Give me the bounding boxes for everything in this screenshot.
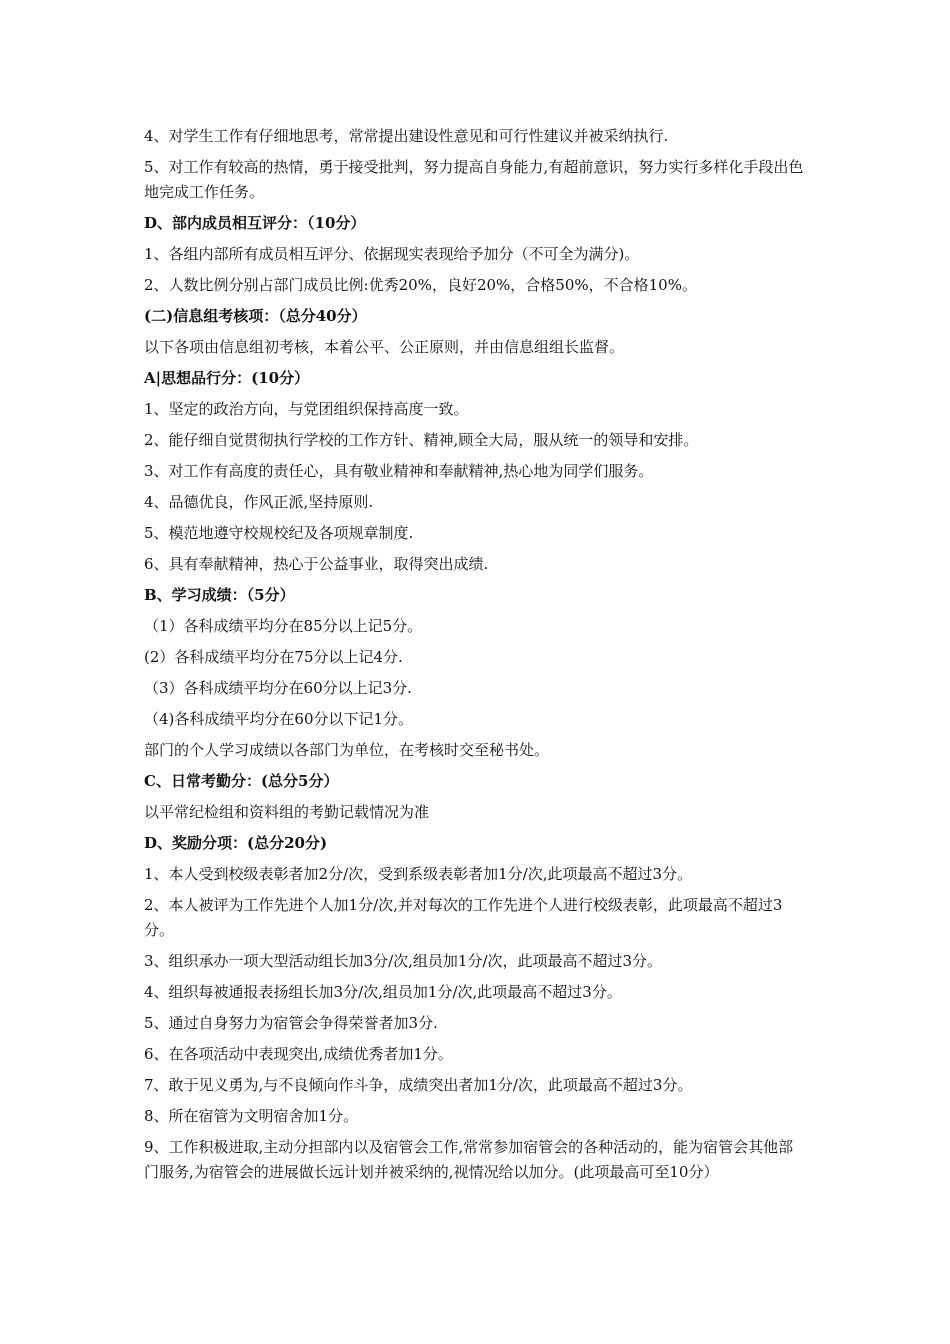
paragraph: 1、各组内部所有成员相互评分、依据现实表现给予加分（不可全为满分)。: [144, 245, 640, 263]
paragraph: 1、坚定的政治方向，与党团组织保持高度一致。: [144, 400, 469, 418]
paragraph: 6、具有奉献精神，热心于公益事业，取得突出成绩.: [144, 555, 489, 573]
paragraph: 2、能仔细自觉贯彻执行学校的工作方针、精神,顾全大局，服从统一的领导和安排。: [144, 431, 699, 449]
paragraph: （4)各科成绩平均分在60分以下记1分。: [144, 710, 414, 728]
paragraph: 7、敢于见义勇为,与不良倾向作斗争，成绩突出者加1分/次，此项最高不超过3分。: [144, 1076, 693, 1094]
section-heading: C、日常考勤分：(总分5分）: [144, 772, 339, 790]
paragraph: 2、人数比例分别占部门成员比例:优秀20%，良好20%，合格50%，不合格10%。: [144, 276, 697, 294]
paragraph: (2）各科成绩平均分在75分以上记4分.: [144, 648, 403, 666]
section-heading: A|思想品行分：(10分）: [144, 369, 310, 387]
paragraph: （1）各科成绩平均分在85分以上记5分。: [144, 617, 423, 635]
paragraph: 4、品德优良，作风正派,坚持原则.: [144, 493, 374, 511]
paragraph: 以平常纪检组和资料组的考勤记载情况为准: [144, 803, 430, 821]
section-heading: B、学习成绩：（5分）: [144, 586, 295, 604]
paragraph: 6、在各项活动中表现突出,成绩优秀者加1分。: [144, 1045, 453, 1063]
paragraph: 5、模范地遵守校规校纪及各项规章制度.: [144, 524, 414, 542]
paragraph: 8、所在宿管为文明宿舍加1分。: [144, 1107, 359, 1125]
paragraph: 3、组织承办一项大型活动组长加3分/次,组员加1分/次，此项最高不超过3分。: [144, 952, 663, 970]
paragraph: 4、对学生工作有仔细地思考，常常提出建设性意见和可行性建议并被采纳执行.: [144, 127, 669, 145]
paragraph: 以下各项由信息组初考核，本着公平、公正原则，并由信息组组长监督。: [144, 338, 625, 356]
paragraph: （3）各科成绩平均分在60分以上记3分.: [144, 679, 412, 697]
paragraph: 5、通过自身努力为宿管会争得荣誉者加3分.: [144, 1014, 438, 1032]
paragraph: 9、工作积极进取,主动分担部内以及宿管会工作,常常参加宿管会的各种活动的，能为宿管会其他部门服务,为宿管会的进展做长远计划并被采纳的,视情况给以加分。(此项最高可至10分）: [144, 1138, 794, 1181]
paragraph: 部门的个人学习成绩以各部门为单位，在考核时交至秘书处。: [144, 741, 550, 759]
section-heading: D、部内成员相互评分：（10分）: [144, 214, 366, 232]
paragraph: 2、本人被评为工作先进个人加1分/次,并对每次的工作先进个人进行校级表彰，此项最高不超过3分。: [144, 896, 783, 939]
paragraph: 1、本人受到校级表彰者加2分/次，受到系级表彰者加1分/次,此项最高不超过3分。: [144, 865, 693, 883]
document-body: [144, 124, 808, 1191]
paragraph: 5、对工作有较高的热情，勇于接受批判，努力提高自身能力,有超前意识，努力实行多样化手段出色地完成工作任务。: [144, 158, 804, 201]
section-heading: D、奖励分项：(总分20分): [144, 834, 328, 852]
section-heading: (二)信息组考核项：（总分40分）: [144, 307, 367, 325]
paragraph: 3、对工作有高度的责任心，具有敬业精神和奉献精神,热心地为同学们服务。: [144, 462, 654, 480]
paragraph: 4、组织每被通报表扬组长加3分/次,组员加1分/次,此项最高不超过3分。: [144, 983, 622, 1001]
